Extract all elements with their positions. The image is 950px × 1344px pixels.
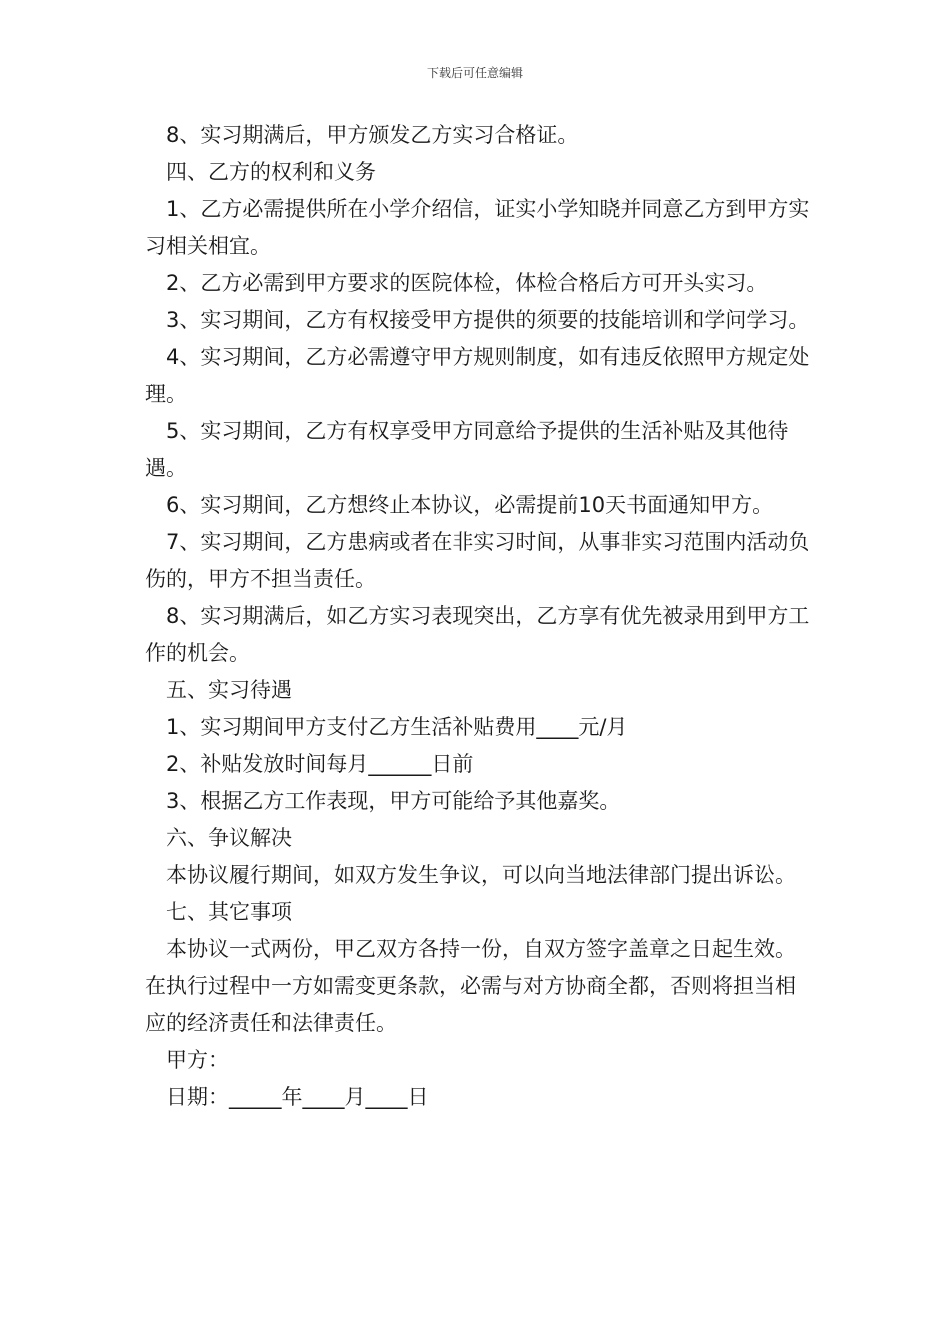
clause-b-1-school-letter: 1、乙方必需提供所在小学介绍信，证实小学知晓并同意乙方到甲方实习相关相宜。 (145, 197, 810, 258)
clause-benefit-2-payment-date: 2、补贴发放时间每月______日前 (166, 752, 474, 776)
section-heading-internship-benefits: 五、实习待遇 (166, 678, 292, 702)
clause-dispute: 本协议履行期间，如双方发生争议，可以向当地法律部门提出诉讼。 (166, 863, 796, 887)
clause-4-8-certificate: 8、实习期满后，甲方颁发乙方实习合格证。 (166, 123, 579, 147)
clause-b-3-training: 3、实习期间，乙方有权接受甲方提供的须要的技能培训和学问学习。 (166, 308, 810, 332)
page-header: 下载后可任意编辑 (426, 66, 523, 80)
clause-b-4-rules: 4、实习期间，乙方必需遵守甲方规则制度，如有违反依照甲方规定处理。 (145, 345, 810, 406)
clause-b-5-subsidy: 5、实习期间，乙方有权享受甲方同意给予提供的生活补贴及其他待遇。 (145, 419, 789, 480)
clause-b-8-priority-hiring: 8、实习期满后，如乙方实习表现突出，乙方享有优先被录用到甲方工作的机会。 (145, 604, 810, 665)
document-body (145, 117, 810, 1116)
signature-party-a: 甲方： (166, 1048, 229, 1072)
clause-b-7-injury: 7、实习期间，乙方患病或者在非实习时间，从事非实习范围内活动负伤的，甲方不担当责任。 (145, 530, 810, 591)
clause-benefit-3-rewards: 3、根据乙方工作表现，甲方可能给予其他嘉奖。 (166, 789, 621, 813)
signature-date: 日期：_____年____月____日 (166, 1085, 429, 1109)
clause-b-2-medical-exam: 2、乙方必需到甲方要求的医院体检，体检合格后方可开头实习。 (166, 271, 768, 295)
section-heading-party-b-rights: 四、乙方的权利和义务 (166, 160, 376, 184)
clause-other-copies: 本协议一式两份，甲乙双方各持一份，自双方签字盖章之日起生效。在执行过程中一方如需变更条款，必需与对方协商全都，否则将担当相应的经济责任和法律责任。 (145, 937, 796, 1035)
clause-b-6-termination: 6、实习期间，乙方想终止本协议，必需提前10天书面通知甲方。 (166, 493, 774, 517)
clause-benefit-1-subsidy-amount: 1、实习期间甲方支付乙方生活补贴费用____元/月 (166, 715, 628, 739)
section-heading-dispute-resolution: 六、争议解决 (166, 826, 292, 850)
section-heading-other-matters: 七、其它事项 (166, 900, 292, 924)
